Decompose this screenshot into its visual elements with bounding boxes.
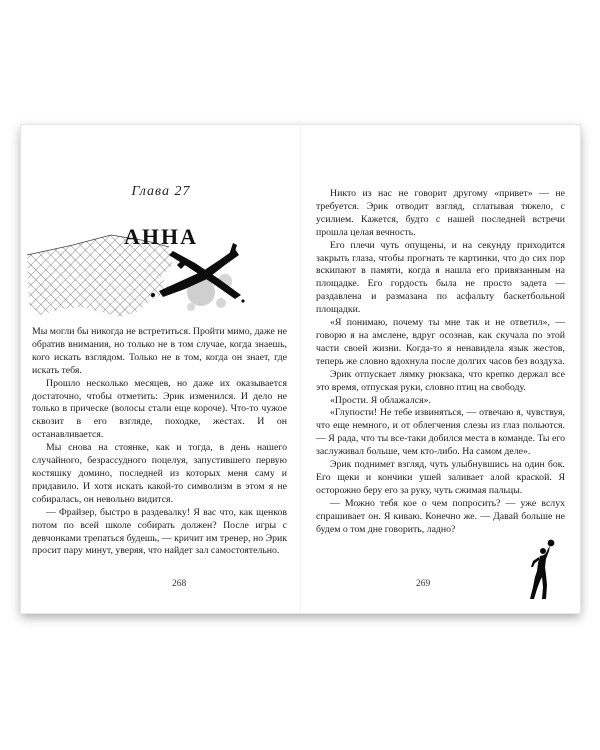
right-page <box>301 125 580 613</box>
left-page-text <box>32 326 287 558</box>
paragraph: Эрик поднимет взгляд, чуть улыбнувшись на один бок. Его щеки и кончики ушей заливает алой краской. Я осторожно беру его за руку, чуть сжимая пальцы. <box>316 459 565 496</box>
paragraph: — Можно тебя кое о чем попросить? — уже вслух спрашивает он. Я киваю. Конечно же. — Давай больше не будем о том дне говорить, ладно? <box>316 497 565 535</box>
paragraph: Эрик отпускает лямку рюкзака, что крепко держал все это время, отпуская руки, словно птиц на свободу. <box>316 368 565 393</box>
paragraph: Мы могли бы никогда не встретиться. Пройти мимо, даже не обратив внимания, но только не в том случае, когда знаешь, кого искать взглядом. Только не в том, когда он знает, где искать тебя. <box>32 326 287 376</box>
paragraph: «Глупости! Не тебе извиняться, — отвечаю я, чувствуя, что еще немного, и от облегчения слезы из глаз польются. — Я рада, что ты все-таки добился места в команде. Ты его заслуживал больше, чем кто-либо. На самом деле». <box>316 407 565 458</box>
paragraph: — Фрайзер, быстро в раздевалку! Я вас что, как щенков потом по всей школе собирать должен? После игры с девчонками трепаться будешь, — кричит им тренер, но Эрик просит пару минут, уверяя, что найдет зал самостоятельно. <box>32 506 287 557</box>
chapter-heading: Глава 27 <box>131 184 191 199</box>
basketball-player-icon <box>527 539 557 601</box>
paragraph: Прошло несколько месяцев, но даже их оказывается достаточно, чтобы отметить: Эрик изменился. И дело не только в прическе (волосы стали еще короче). Что-то чужое сквозит в его взгляде, походке, жестах. И он останавливается. <box>32 377 287 441</box>
right-page-text <box>316 188 565 536</box>
paragraph: «Я понимаю, почему ты мне так и не ответил», — говорю я на амслене, вдруг осознав, как скучала по этой части своей жизни. Когда-то я ненавидела язык жестов, теперь же словно вдохнула после долгих часов без воздуха. <box>316 317 565 367</box>
page-number: 268 <box>172 579 187 589</box>
paragraph: Мы снова на стоянке, как и тогда, в день нашего случайного, безрассудного поцелуя, запустившего первую костяшку домино, последней из которых меня саму и придавило. И хотя искать какой-то символизм в этом я не собиралась, он невольно видится. <box>32 442 287 505</box>
left-page <box>21 125 301 613</box>
paragraph: Никто из нас не говорит другому «привет» — не требуется. Эрик отводит взгляд, сглатывая тяжело, с усилием. Кажется, будто с нашей последней встречи прошла целая вечность. <box>316 188 565 238</box>
paragraph: Его плечи чуть опущены, и на секунду приходится закрыть глаза, чтобы прогнать те картинки, что до сих пор вскипают в памяти, когда я нашла его привязанным на площадке. Его гордость была не просто задета — раздавлена и размазана по асфальту баскетбольной площадки. <box>316 239 565 316</box>
character-name: АННА <box>124 224 198 249</box>
paragraph: «Прости. Я облажался». <box>330 394 431 406</box>
book-spread <box>21 125 580 613</box>
page-number: 269 <box>416 579 431 589</box>
